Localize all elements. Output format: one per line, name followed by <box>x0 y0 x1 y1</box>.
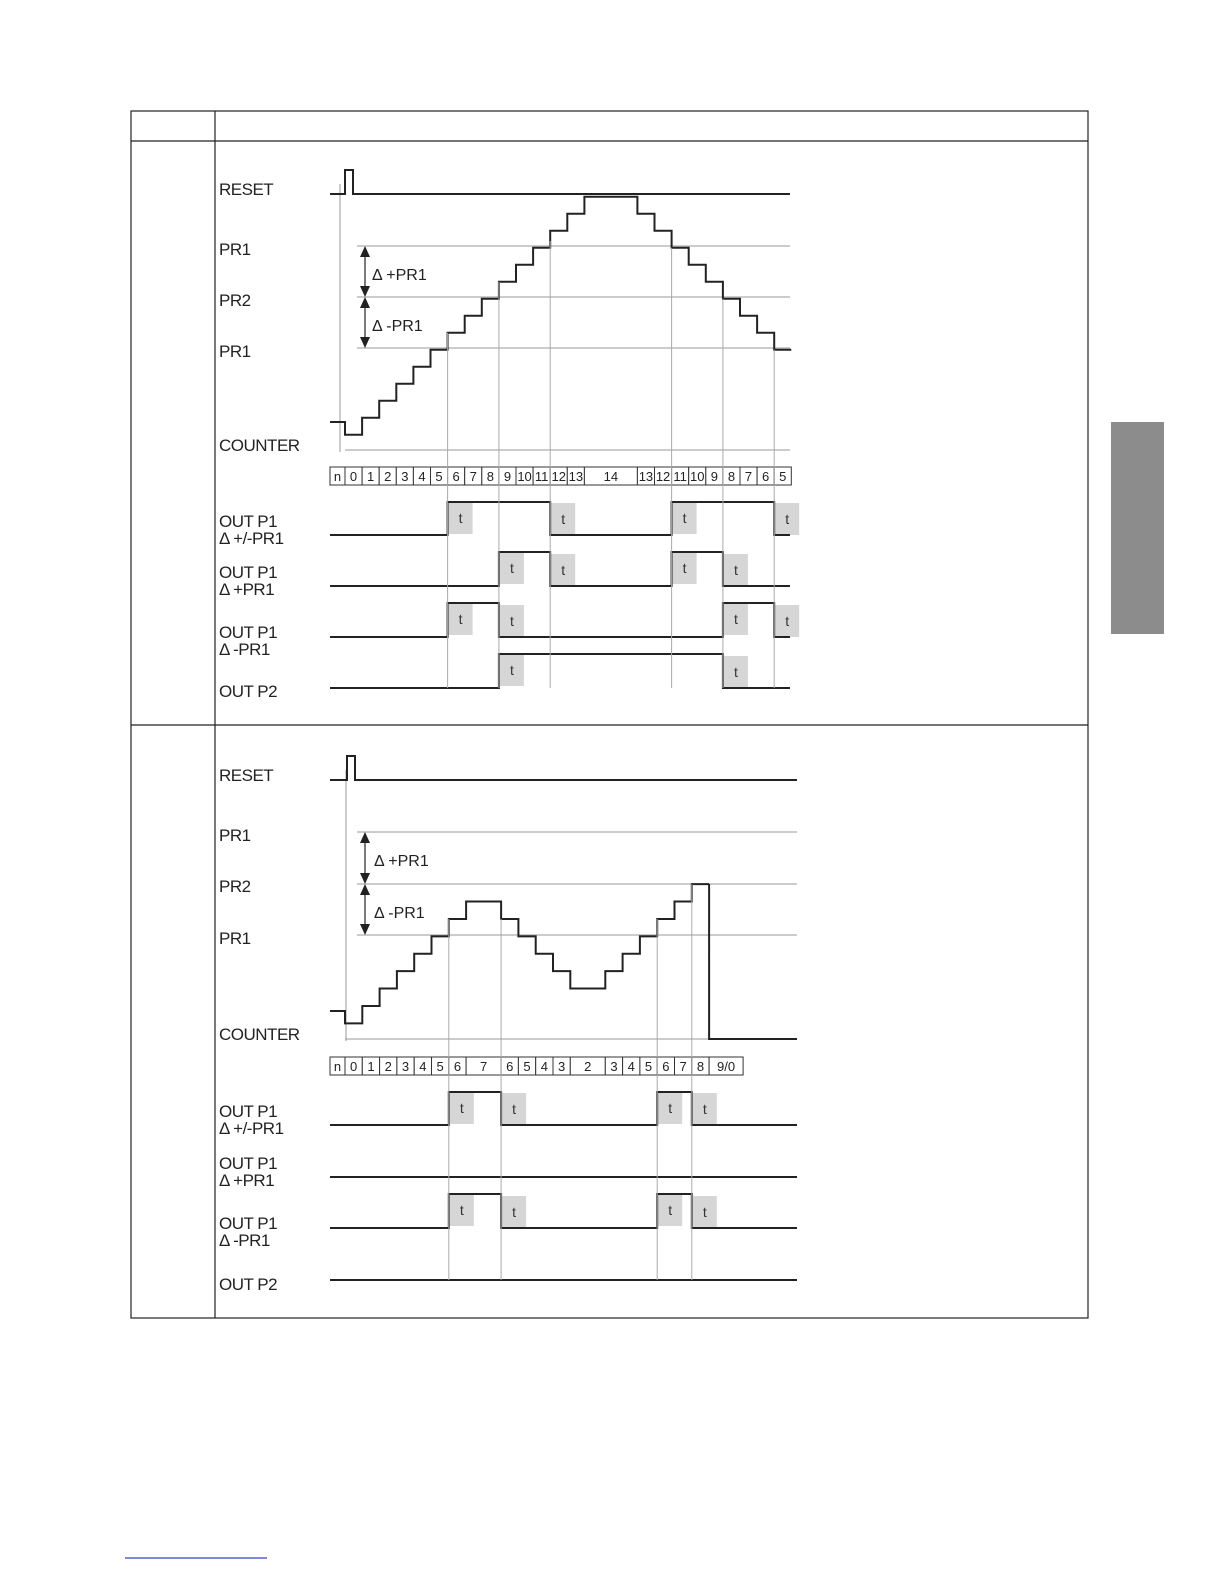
counter-cell-label: 5 <box>779 469 787 484</box>
annotation-delta-plus: Δ +PR1 <box>372 267 427 284</box>
label-pr1-top: PR1 <box>219 826 251 845</box>
counter-cell-label: n <box>333 469 342 484</box>
counter-cell-label: 13 <box>638 469 654 484</box>
counter-cell-label: 11 <box>673 469 687 484</box>
counter-cell-label: 2 <box>384 1059 392 1074</box>
timer-label: t <box>682 510 687 526</box>
counter-cell-label: 5 <box>435 469 443 484</box>
delta-minus-arrow-head-up <box>360 297 370 308</box>
timer-label: t <box>668 1202 673 1218</box>
delta-plus-arrow-head-up <box>360 246 370 257</box>
counter-cell-label: 6 <box>506 1059 514 1074</box>
counter-cell-label: 7 <box>479 1059 488 1074</box>
label-out-a-2: Δ +/-PR1 <box>219 529 284 548</box>
counter-cell-label: 9 <box>710 469 718 484</box>
out-p1-delta-minus-trace <box>330 1194 797 1228</box>
counter-cell-label: 9/0 <box>717 1059 736 1074</box>
timing-diagram-2 <box>219 756 797 1294</box>
counter-cell-label: 5 <box>644 1059 653 1074</box>
timer-label: t <box>458 611 463 627</box>
counter-cell-label: 10 <box>517 469 532 484</box>
timer-label: t <box>458 510 463 526</box>
label-pr1-top: PR1 <box>219 240 251 259</box>
counter-cell-label: 7 <box>679 1059 687 1074</box>
timer-label: t <box>733 611 738 627</box>
side-tab <box>1111 422 1164 634</box>
counter-cell-label: 3 <box>610 1059 618 1074</box>
delta-plus-arrow-head-up <box>360 832 370 843</box>
counter-cell-label: 4 <box>419 1059 427 1074</box>
diagram-2-drawing <box>330 756 797 1280</box>
label-pr1-bottom: PR1 <box>219 929 251 948</box>
counter-cell-label: 6 <box>762 469 770 484</box>
label-reset: RESET <box>219 766 274 785</box>
label-counter: COUNTER <box>219 1025 300 1044</box>
timer-label: t <box>733 562 738 578</box>
label-out-c-2: Δ -PR1 <box>219 1231 270 1250</box>
counter-cell-label: 8 <box>696 1059 705 1074</box>
counter-cell-label: 1 <box>367 469 375 484</box>
timer-label: t <box>509 613 514 629</box>
label-out-a-1: OUT P1 <box>219 512 278 531</box>
timer-label: t <box>702 1101 707 1117</box>
counter-cell-label: 0 <box>349 469 358 484</box>
reset-signal <box>330 170 790 194</box>
timer-label: t <box>785 613 790 629</box>
label-out-b-2: Δ +PR1 <box>219 580 275 599</box>
counter-cell-label: 5 <box>436 1059 444 1074</box>
timer-label: t <box>509 560 514 576</box>
timer-label: t <box>459 1202 464 1218</box>
label-out-d: OUT P2 <box>219 1275 278 1294</box>
delta-minus-arrow-head-down <box>360 924 370 935</box>
counter-cell-label: 12 <box>551 469 566 484</box>
timer-label: t <box>785 511 790 527</box>
label-pr1-bottom: PR1 <box>219 342 251 361</box>
counter-cell-label: 11 <box>534 469 549 484</box>
counter-cell-label: 5 <box>523 1059 531 1074</box>
label-out-c-2: Δ -PR1 <box>219 640 270 659</box>
timer-label: t <box>509 662 514 678</box>
counter-cell-label: 6 <box>453 1059 462 1074</box>
counter-cell-label: 12 <box>655 469 671 484</box>
timer-label: t <box>512 1204 517 1220</box>
delta-minus-arrow-head-down <box>360 337 370 348</box>
out-p1-delta-plus-minus-trace <box>330 1092 797 1125</box>
out-p2-trace <box>330 654 790 688</box>
counter-cell-label: 10 <box>690 469 705 484</box>
delta-plus-arrow-head-down <box>360 873 370 884</box>
timer-label: t <box>459 1100 464 1116</box>
counter-cell-label: 3 <box>558 1059 566 1074</box>
label-out-b-2: Δ +PR1 <box>219 1171 275 1190</box>
counter-cell-label: 2 <box>584 1059 592 1074</box>
counter-cell-label: 4 <box>627 1059 635 1074</box>
diagram-1-drawing <box>330 170 799 688</box>
out-p1-delta-minus-trace <box>330 603 790 637</box>
timer-label: t <box>668 1100 673 1116</box>
counter-cell-label: 6 <box>662 1059 670 1074</box>
counter-cell-label: 2 <box>384 469 392 484</box>
label-out-c-1: OUT P1 <box>219 1214 278 1233</box>
counter-cell-label: 3 <box>401 469 409 484</box>
label-pr2: PR2 <box>219 877 251 896</box>
label-counter: COUNTER <box>219 436 300 455</box>
counter-cell-label: 8 <box>486 469 494 484</box>
delta-minus-arrow-head-up <box>360 884 370 895</box>
timer-label: t <box>733 664 738 680</box>
annotation-delta-plus: Δ +PR1 <box>374 853 429 870</box>
reset-signal <box>330 756 797 780</box>
label-out-b-1: OUT P1 <box>219 563 278 582</box>
counter-cell-label: 0 <box>350 1059 358 1074</box>
signal-labels <box>219 766 300 1294</box>
label-out-c-1: OUT P1 <box>219 623 278 642</box>
counter-cell-label: 4 <box>418 469 426 484</box>
counter-cell-label: 1 <box>367 1059 375 1074</box>
timer-label: t <box>682 560 687 576</box>
label-out-b-1: OUT P1 <box>219 1154 278 1173</box>
counter-cell-label: 14 <box>603 469 619 484</box>
counter-cell-label: 7 <box>744 469 753 484</box>
counter-staircase <box>330 197 791 435</box>
counter-cell-label: 6 <box>452 469 460 484</box>
counter-cell-label: n <box>333 1059 342 1074</box>
timer-label: t <box>561 511 566 527</box>
counter-cell-label: 13 <box>568 469 584 484</box>
counter-cell-label: 8 <box>727 469 736 484</box>
label-out-d: OUT P2 <box>219 682 278 701</box>
counter-cell-label: 4 <box>540 1059 548 1074</box>
label-reset: RESET <box>219 180 274 199</box>
timing-diagram-1 <box>219 170 799 701</box>
timer-label: t <box>512 1101 517 1117</box>
delta-plus-arrow-head-down <box>360 286 370 297</box>
label-out-a-2: Δ +/-PR1 <box>219 1119 284 1138</box>
signal-labels <box>219 180 300 701</box>
timer-label: t <box>702 1204 707 1220</box>
annotation-delta-minus: Δ -PR1 <box>374 905 425 922</box>
counter-cell-label: 9 <box>503 469 512 484</box>
counter-cell-label: 7 <box>469 469 477 484</box>
timer-label: t <box>561 562 566 578</box>
label-pr2: PR2 <box>219 291 251 310</box>
annotation-delta-minus: Δ -PR1 <box>372 318 423 335</box>
label-out-a-1: OUT P1 <box>219 1102 278 1121</box>
counter-cell-label: 3 <box>401 1059 410 1074</box>
